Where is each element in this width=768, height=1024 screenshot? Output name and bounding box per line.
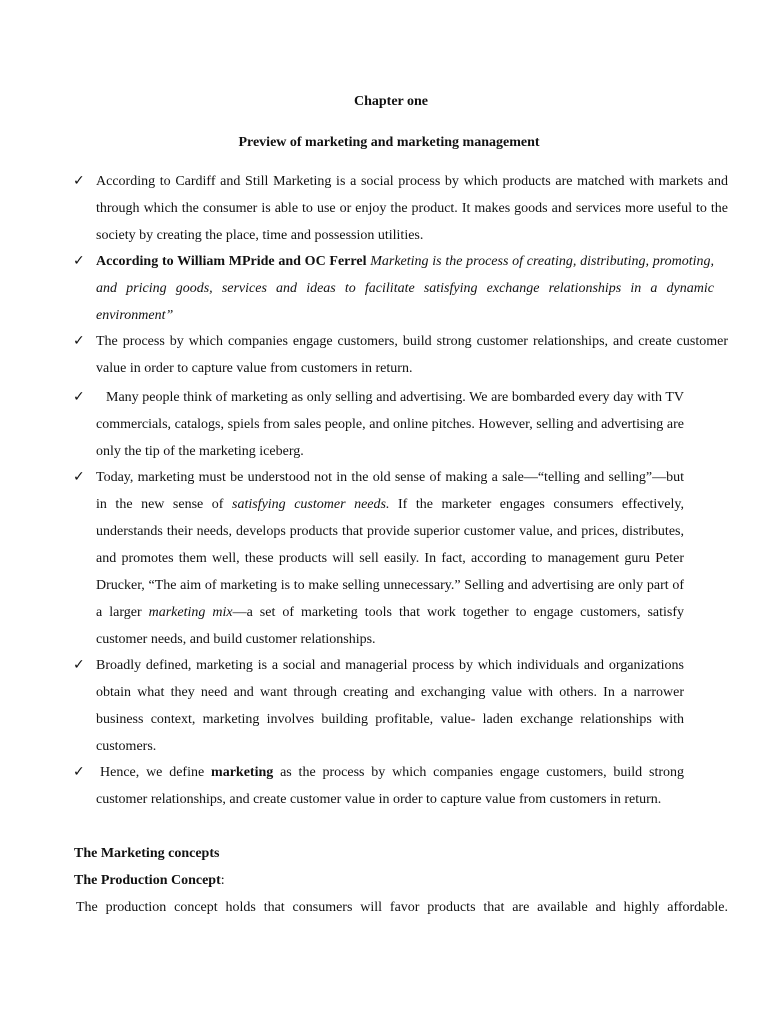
paragraph-text: Today, marketing must be understood not in the old sense of making a sale—“telling and selling”—but in the new sense of xyxy=(96,470,684,512)
heading-production-concept xyxy=(74,872,225,890)
paragraph-text: as the process by which companies engage customers, build strong customer relationships, and create customer value in order to capture value from customers in return. xyxy=(96,765,684,807)
checkmark-icon: ✓ xyxy=(73,389,85,405)
bullet-paragraph-pride-ferrel xyxy=(96,248,714,329)
bold-term: marketing xyxy=(211,765,274,780)
bullet-paragraph-today-marketing xyxy=(96,464,684,653)
heading-marketing-concepts: The Marketing concepts xyxy=(74,846,220,861)
heading-text: The Production Concept xyxy=(74,873,221,888)
paragraph-text: According to Cardiff and Still Marketing is a social process by which products are matched with markets and through which the consumer is able to use or enjoy the product. It makes goods and services more useful to the society by creating the place, time and possession utilities. xyxy=(96,174,728,243)
checkmark-icon: ✓ xyxy=(73,333,85,349)
heading-colon: : xyxy=(220,873,225,888)
bold-lead: According to William MPride and OC Ferrel xyxy=(96,254,367,269)
checkmark-icon: ✓ xyxy=(73,173,85,189)
italic-phrase: marketing mix xyxy=(148,605,233,620)
section-title: Preview of marketing and marketing management xyxy=(238,135,540,150)
definition-italic: Marketing is the process of creating, distributing, promoting, and pricing goods, services and ideas to facilitate satisfying exchange relationships in a dynamic environment” xyxy=(96,254,715,323)
paragraph-text: Many people think of marketing as only selling and advertising. We are bombarded every day with TV commercials, catalogs, spiels from sales people, and online pitches. However, selling and advertising are only the tip of the marketing iceberg. xyxy=(96,390,684,459)
bullet-paragraph-selling-advertising xyxy=(96,384,684,465)
checkmark-icon: ✓ xyxy=(73,469,85,485)
checkmark-icon: ✓ xyxy=(73,764,85,780)
production-concept-paragraph: The production concept holds that consumers will favor products that are available and highly affordable. xyxy=(76,900,728,915)
paragraph-text: The process by which companies engage customers, build strong customer relationships, and create customer value in order to capture value from customers in return. xyxy=(96,334,728,376)
italic-phrase: satisfying customer needs. xyxy=(232,497,390,512)
checkmark-icon: ✓ xyxy=(73,253,85,269)
paragraph-text: Broadly defined, marketing is a social and managerial process by which individuals and organizations obtain what they need and want through creating and exchanging value with others. In a narrower business context, marketing involves building profitable, value- laden exchange relationships with customers. xyxy=(96,658,684,754)
paragraph-text: If the marketer engages consumers effectively, understands their needs, develops products that provide superior customer value, and prices, distributes, and promotes them well, these products will sell easily. In fact, according to management guru Peter Drucker, “The aim of marketing is to make selling unnecessary.” Selling and advertising are only part of a larger xyxy=(96,497,685,620)
bullet-paragraph-cardiff xyxy=(96,168,728,249)
bullet-paragraph-process xyxy=(96,328,728,382)
paragraph-text: Hence, we define xyxy=(100,765,212,780)
paragraph-text: —a set of marketing tools that work together to engage customers, satisfy customer needs, and build customer relationships. xyxy=(96,605,684,647)
bullet-paragraph-broadly-defined xyxy=(96,652,684,760)
chapter-title: Chapter one xyxy=(353,94,429,109)
bullet-paragraph-hence-define xyxy=(96,759,684,813)
checkmark-icon: ✓ xyxy=(73,657,85,673)
